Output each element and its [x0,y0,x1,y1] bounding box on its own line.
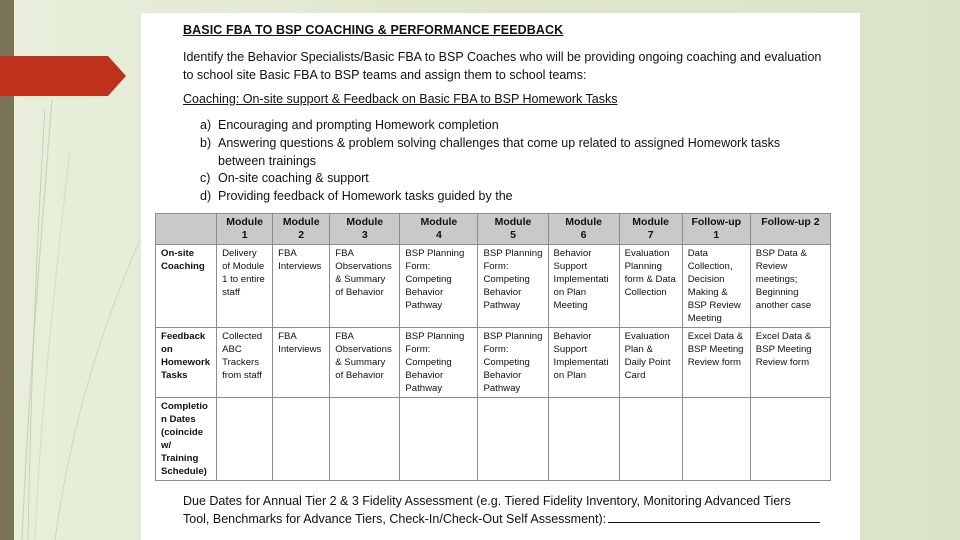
list-marker: a) [200,118,212,132]
table-cell: BSP Planning Form: Competing Behavior Pathway [400,328,478,398]
table-cell: FBA Interviews [273,245,330,328]
header-module-3: Module 3 [330,214,400,245]
header-corner [156,214,217,245]
intro-line: to school site Basic FBA to BSP teams and assign them to school teams: [183,68,587,82]
footer-line: Due Dates for Annual Tier 2 & 3 Fidelity Assessment (e.g. Tiered Fidelity Inventory, Monitoring Advanced Tiers [183,494,791,508]
table-cell: BSP Planning Form: Competing Behavior Pathway [478,245,548,328]
table-cell [330,398,400,481]
table-cell [478,398,548,481]
header-module-5: Module 5 [478,214,548,245]
footer-line-text: Tool, Benchmarks for Advance Tiers, Check-In/Check-Out Self Assessment): [183,512,607,526]
row-label: On-site Coaching [156,245,217,328]
header-follow-up-2: Follow-up 2 [750,214,830,245]
table-row [156,245,831,328]
table-cell [619,398,682,481]
date-blank-line [608,510,820,523]
coaching-schedule-table [155,213,831,481]
document-title: BASIC FBA TO BSP COACHING & PERFORMANCE FEEDBACK [183,23,564,37]
table-row [156,398,831,481]
table-cell: BSP Data & Review meetings; Beginning another case [750,245,830,328]
row-label: Completio n Dates (coincide w/ Training Schedule) [156,398,217,481]
header-module-4: Module 4 [400,214,478,245]
list-item [200,117,820,135]
table-cell: FBA Observations & Summary of Behavior [330,328,400,398]
list-item [200,188,820,206]
list-item-text: On-site coaching & support [218,171,369,186]
table-cell: Excel Data & BSP Meeting Review form [682,328,750,398]
table-cell: BSP Planning Form: Competing Behavior Pathway [478,328,548,398]
list-item [200,135,820,171]
table-cell: Behavior Support Implementati on Plan Meeting [548,245,619,328]
table-cell [548,398,619,481]
intro-line: Identify the Behavior Specialists/Basic FBA to BSP Coaches who will be providing ongoing coaching and evaluation [183,50,822,64]
table-cell [400,398,478,481]
footer-paragraph [183,492,833,528]
list-marker: b) [200,135,212,150]
row-label: Feedback on Homework Tasks [156,328,217,398]
coaching-heading: Coaching: On-site support & Feedback on Basic FBA to BSP Homework Tasks [183,92,618,106]
arrow-tab [0,56,126,96]
header-follow-up-1: Follow-up 1 [682,214,750,245]
table-cell: Collected ABC Trackers from staff [217,328,273,398]
table-cell: Evaluation Planning form & Data Collection [619,245,682,328]
table-cell: Data Collection, Decision Making & BSP Review Meeting [682,245,750,328]
table-cell: Evaluation Plan & Daily Point Card [619,328,682,398]
list-item-text: Providing feedback of Homework tasks guided by the [218,189,513,204]
list-item [200,170,820,188]
header-module-7: Module 7 [619,214,682,245]
table-row [156,328,831,398]
table-cell: Behavior Support Implementati on Plan [548,328,619,398]
table-cell [273,398,330,481]
header-module-6: Module 6 [548,214,619,245]
list-item-text: Encouraging and prompting Homework completion [218,118,499,132]
list-marker: c) [200,171,211,186]
footer-line-2 [183,510,833,528]
table-cell [750,398,830,481]
intro-paragraph [183,48,823,84]
list-item-text: Answering questions & problem solving challenges that come up related to assigned Homework tasks between trainings [218,135,781,168]
table-cell: Delivery of Module 1 to entire staff [217,245,273,328]
table-cell: FBA Observations & Summary of Behavior [330,245,400,328]
list-marker: d) [200,189,212,204]
table-cell: FBA Interviews [273,328,330,398]
coaching-task-list [200,117,820,206]
table-cell: Excel Data & BSP Meeting Review form [750,328,830,398]
header-module-2: Module 2 [273,214,330,245]
table-cell: BSP Planning Form: Competing Behavior Pathway [400,245,478,328]
header-module-1: Module 1 [217,214,273,245]
table-header-row [156,214,831,245]
table-cell [217,398,273,481]
table-cell [682,398,750,481]
